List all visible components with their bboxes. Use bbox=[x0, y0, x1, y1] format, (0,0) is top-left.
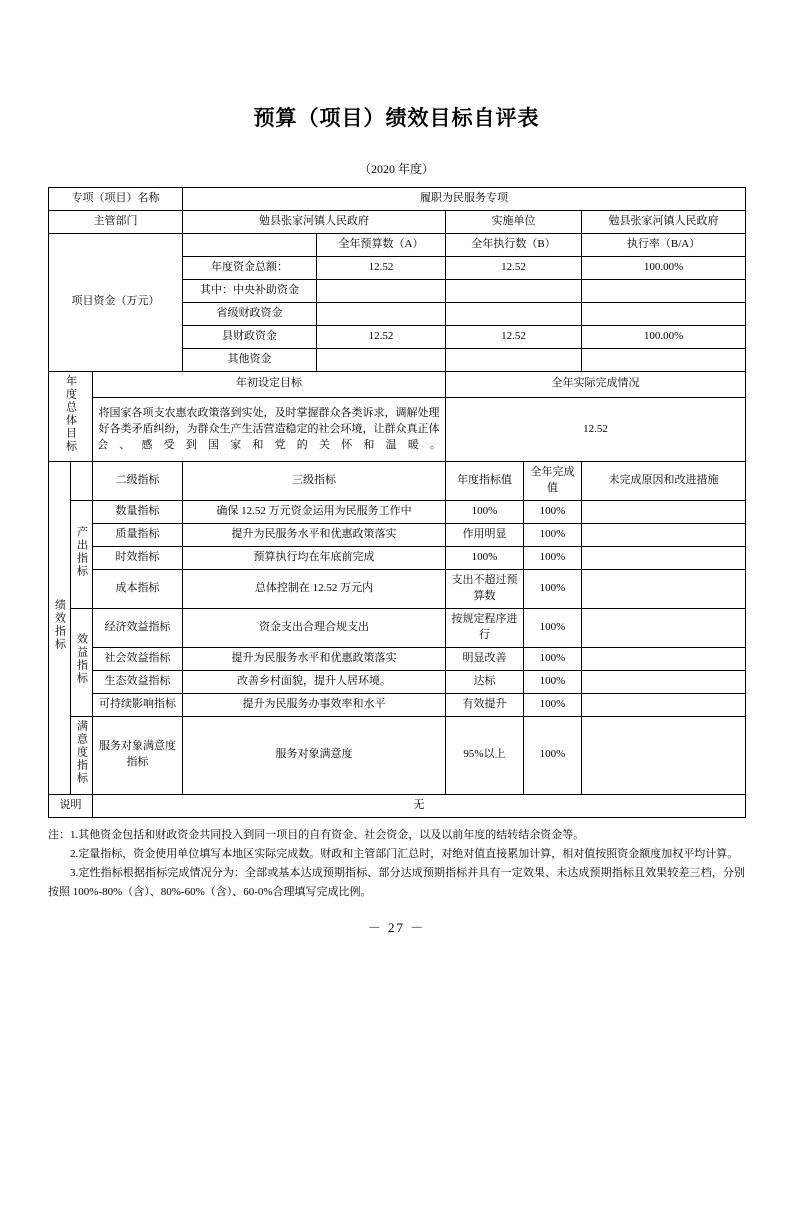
page-subtitle: （2020 年度） bbox=[358, 162, 434, 176]
funds-item-rate bbox=[582, 348, 746, 371]
funds-head-budget: 全年预算数（A） bbox=[317, 233, 446, 256]
note-item-1: 注：1.其他资金包括和财政资金共同投入到同一项目的自有资金、社会资金，以及以前年度的结转结余资金等。 bbox=[48, 828, 585, 841]
project-name-value: 履职为民服务专项 bbox=[183, 188, 746, 211]
indicator-done: 100% bbox=[524, 647, 582, 670]
group-benefit: 效益指标 bbox=[71, 609, 93, 717]
table-notes bbox=[48, 826, 745, 903]
funds-item-budget bbox=[317, 279, 446, 302]
indicator-reason bbox=[582, 570, 746, 609]
indicator-done: 100% bbox=[524, 670, 582, 693]
table-row bbox=[49, 794, 746, 817]
performance-self-evaluation-table bbox=[48, 187, 746, 818]
indicator-l2: 时效指标 bbox=[93, 547, 183, 570]
indicator-reason bbox=[582, 647, 746, 670]
indicator-target: 支出不超过预算数 bbox=[446, 570, 524, 609]
document-page bbox=[0, 102, 793, 1224]
indicator-l3: 提升为民服务水平和优惠政策落实 bbox=[183, 524, 446, 547]
funds-head-exec: 全年执行数（B） bbox=[446, 233, 582, 256]
indicator-target: 达标 bbox=[446, 670, 524, 693]
table-row bbox=[49, 371, 746, 398]
project-name-label: 专项（项目）名称 bbox=[49, 188, 183, 211]
indicator-l3: 改善乡村面貌，提升人居环境。 bbox=[183, 670, 446, 693]
table-row bbox=[49, 693, 746, 716]
indicator-done: 100% bbox=[524, 524, 582, 547]
indicator-done: 100% bbox=[524, 609, 582, 648]
funds-item-rate bbox=[582, 302, 746, 325]
remark-value: 无 bbox=[93, 794, 746, 817]
indicator-l3: 总体控制在 12.52 万元内 bbox=[183, 570, 446, 609]
unit-label: 实施单位 bbox=[446, 210, 582, 233]
funds-item-rate bbox=[582, 279, 746, 302]
funds-item-budget: 12.52 bbox=[317, 256, 446, 279]
funds-item-name: 其他资金 bbox=[183, 348, 317, 371]
note-item-3: 3.定性指标根据指标完成情况分为：全部或基本达成预期指标、部分达成预期指标并具有一定效果、未达成预期指标且效果较差三档，分别按照 100%-80%（含）、80%-60%（含）、60-0%合理填写完成比例。 bbox=[48, 867, 745, 899]
funds-item-exec bbox=[446, 348, 582, 371]
indicator-l2: 社会效益指标 bbox=[93, 647, 183, 670]
perf-head-reason: 未完成原因和改进措施 bbox=[582, 462, 746, 501]
indicator-l2: 质量指标 bbox=[93, 524, 183, 547]
table-row bbox=[49, 716, 746, 794]
annual-goal-actual: 12.52 bbox=[446, 398, 746, 462]
perf-head-done: 全年完成值 bbox=[524, 462, 582, 501]
perf-head-spacer bbox=[71, 462, 93, 501]
indicator-done: 100% bbox=[524, 693, 582, 716]
funds-item-name: 省级财政资金 bbox=[183, 302, 317, 325]
perf-label: 绩效指标 bbox=[49, 462, 71, 794]
table-row bbox=[49, 547, 746, 570]
indicator-target: 作用明显 bbox=[446, 524, 524, 547]
annual-goal-label: 年度总体目标 bbox=[49, 371, 93, 462]
indicator-l3: 提升为民服务水平和优惠政策落实 bbox=[183, 647, 446, 670]
table-row bbox=[49, 188, 746, 211]
annual-goal-plan: 将国家各项支农惠农政策落到实处，及时掌握群众各类诉求，调解处理好各类矛盾纠纷，为群众生产生活营造稳定的社会环境，让群众真正体会、感受到国家和党的关怀和温暖。 bbox=[93, 398, 446, 462]
funds-head-blank bbox=[183, 233, 317, 256]
indicator-target: 按规定程序进行 bbox=[446, 609, 524, 648]
page-title: 预算（项目）绩效目标自评表 bbox=[253, 106, 540, 130]
indicator-reason bbox=[582, 524, 746, 547]
group-satisfaction: 满意度指标 bbox=[71, 716, 93, 794]
funds-item-name: 县财政资金 bbox=[183, 325, 317, 348]
indicator-l2: 可持续影响指标 bbox=[93, 693, 183, 716]
funds-item-exec bbox=[446, 279, 582, 302]
table-row bbox=[49, 210, 746, 233]
dept-label: 主管部门 bbox=[49, 210, 183, 233]
indicator-l3: 预算执行均在年底前完成 bbox=[183, 547, 446, 570]
indicator-done: 100% bbox=[524, 716, 582, 794]
page-number: － 27 － bbox=[367, 919, 426, 935]
indicator-reason bbox=[582, 716, 746, 794]
indicator-done: 100% bbox=[524, 501, 582, 524]
table-row bbox=[49, 524, 746, 547]
funds-item-budget bbox=[317, 348, 446, 371]
indicator-l3: 服务对象满意度 bbox=[183, 716, 446, 794]
note-item-2: 2.定量指标，资金使用单位填写本地区实际完成数。财政和主管部门汇总时，对绝对值直接累加计算，相对值按照资金额度加权平均计算。 bbox=[70, 847, 739, 860]
dept-value: 勉县张家河镇人民政府 bbox=[183, 210, 446, 233]
funds-item-name: 年度资金总额： bbox=[183, 256, 317, 279]
table-row bbox=[49, 570, 746, 609]
indicator-reason bbox=[582, 670, 746, 693]
indicator-target: 100% bbox=[446, 501, 524, 524]
indicator-reason bbox=[582, 501, 746, 524]
table-row bbox=[49, 233, 746, 256]
group-output: 产出指标 bbox=[71, 501, 93, 609]
indicator-done: 100% bbox=[524, 547, 582, 570]
table-row bbox=[49, 609, 746, 648]
funds-item-rate: 100.00% bbox=[582, 256, 746, 279]
indicator-target: 明显改善 bbox=[446, 647, 524, 670]
funds-item-exec bbox=[446, 302, 582, 325]
indicator-done: 100% bbox=[524, 570, 582, 609]
indicator-l3: 资金支出合理合规支出 bbox=[183, 609, 446, 648]
indicator-l2: 数量指标 bbox=[93, 501, 183, 524]
annual-goal-head-plan: 年初设定目标 bbox=[93, 371, 446, 398]
perf-head-l2: 二级指标 bbox=[93, 462, 183, 501]
table-row bbox=[49, 398, 746, 462]
table-row bbox=[49, 501, 746, 524]
funds-item-budget: 12.52 bbox=[317, 325, 446, 348]
perf-head-l3: 三级指标 bbox=[183, 462, 446, 501]
remark-label: 说明 bbox=[49, 794, 93, 817]
indicator-l2: 成本指标 bbox=[93, 570, 183, 609]
funds-item-budget bbox=[317, 302, 446, 325]
indicator-l2: 经济效益指标 bbox=[93, 609, 183, 648]
indicator-l2: 生态效益指标 bbox=[93, 670, 183, 693]
annual-goal-head-actual: 全年实际完成情况 bbox=[446, 371, 746, 398]
funds-head-rate: 执行率（B/A） bbox=[582, 233, 746, 256]
funds-label: 项目资金（万元） bbox=[49, 233, 183, 371]
indicator-target: 95%以上 bbox=[446, 716, 524, 794]
indicator-reason bbox=[582, 547, 746, 570]
funds-item-name: 其中：中央补助资金 bbox=[183, 279, 317, 302]
perf-head-target: 年度指标值 bbox=[446, 462, 524, 501]
funds-item-exec: 12.52 bbox=[446, 325, 582, 348]
indicator-l2: 服务对象满意度指标 bbox=[93, 716, 183, 794]
indicator-l3: 确保 12.52 万元资金运用为民服务工作中 bbox=[183, 501, 446, 524]
indicator-reason bbox=[582, 609, 746, 648]
table-row bbox=[49, 647, 746, 670]
funds-item-rate: 100.00% bbox=[582, 325, 746, 348]
indicator-target: 有效提升 bbox=[446, 693, 524, 716]
table-row bbox=[49, 462, 746, 501]
indicator-target: 100% bbox=[446, 547, 524, 570]
table-row bbox=[49, 670, 746, 693]
indicator-reason bbox=[582, 693, 746, 716]
indicator-l3: 提升为民服务办事效率和水平 bbox=[183, 693, 446, 716]
funds-item-exec: 12.52 bbox=[446, 256, 582, 279]
unit-value: 勉县张家河镇人民政府 bbox=[582, 210, 746, 233]
